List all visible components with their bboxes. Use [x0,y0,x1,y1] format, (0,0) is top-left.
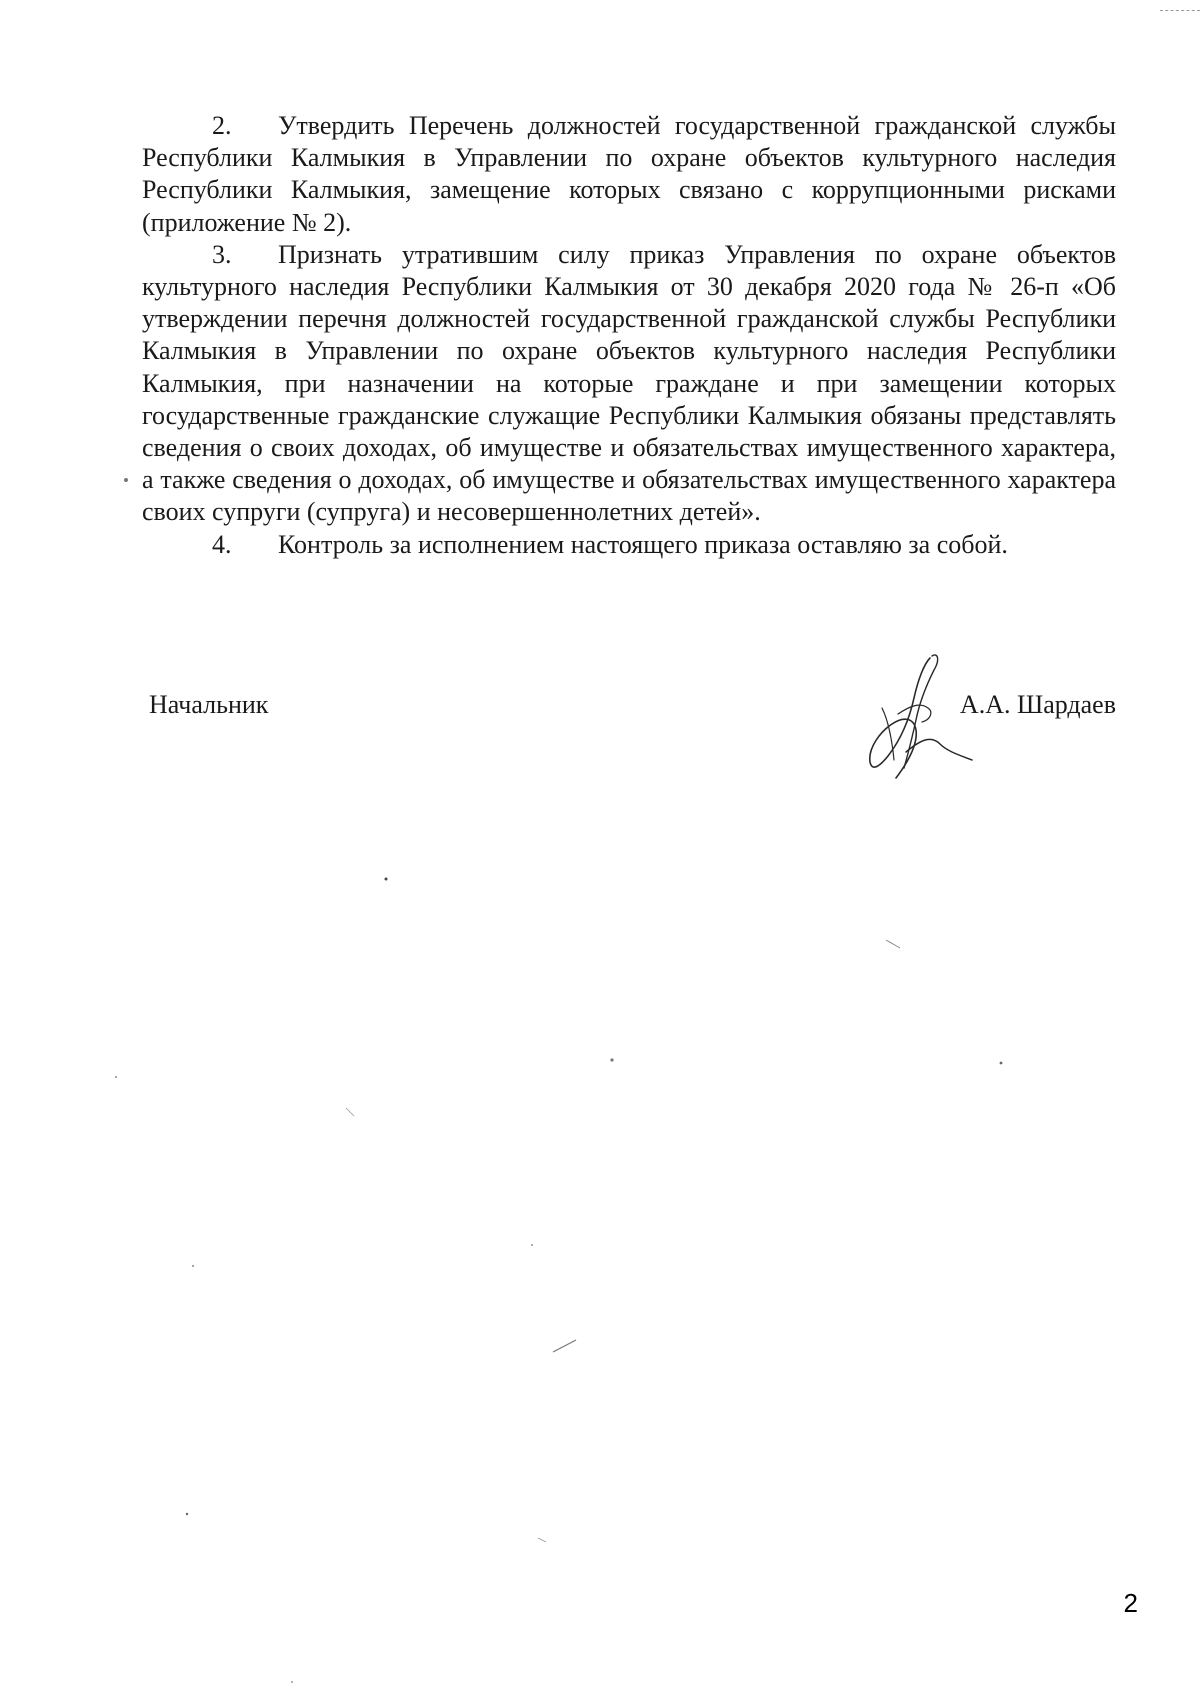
handwritten-signature [858,650,978,790]
paragraph-4 [142,529,1116,561]
document-body [142,110,1116,561]
signatory-name: А.А. Шардаев [959,690,1116,719]
paragraph-number: 2. [212,111,232,140]
page-number: 2 [1123,1588,1138,1618]
paragraph-number: 3. [212,239,232,269]
scan-corner-mark [1160,10,1200,11]
paragraph-text: Признать утратившим силу приказ Управления по охране объектов культурного наследия Республики Калмыкия от 30 декабря 2020 года № 26-п «Об утверждении перечня должностей государственной гражданской службы Республики Калмыкия в Управлении по охране объектов культурного наследия Республики Калмыкия, при назначении на которые граждане и при замещении которых государственные гражданские служащие Республики Калмыкия обязаны представлять сведения о своих доходах, об имуществе и обязательствах имущественного характера, а также сведения о доходах, об имуществе и обязательствах имущественного характера своих супруги (супруга) и несовершеннолетних детей». [142,239,1116,527]
paragraph-2 [142,110,1116,239]
paragraph-number: 4. [212,529,232,559]
paragraph-3 [142,239,1116,529]
paragraph-text: Контроль за исполнением настоящего приказа оставляю за собой. [278,529,1008,559]
paragraph-text: Утвердить Перечень должностей государственной гражданской службы Республики Калмыкия в Управлении по охране объектов культурного наследия Республики Калмыкия, замещение которых связано с коррупционными рисками (приложение № 2). [142,111,1116,237]
signatory-title: Начальник [149,690,269,719]
